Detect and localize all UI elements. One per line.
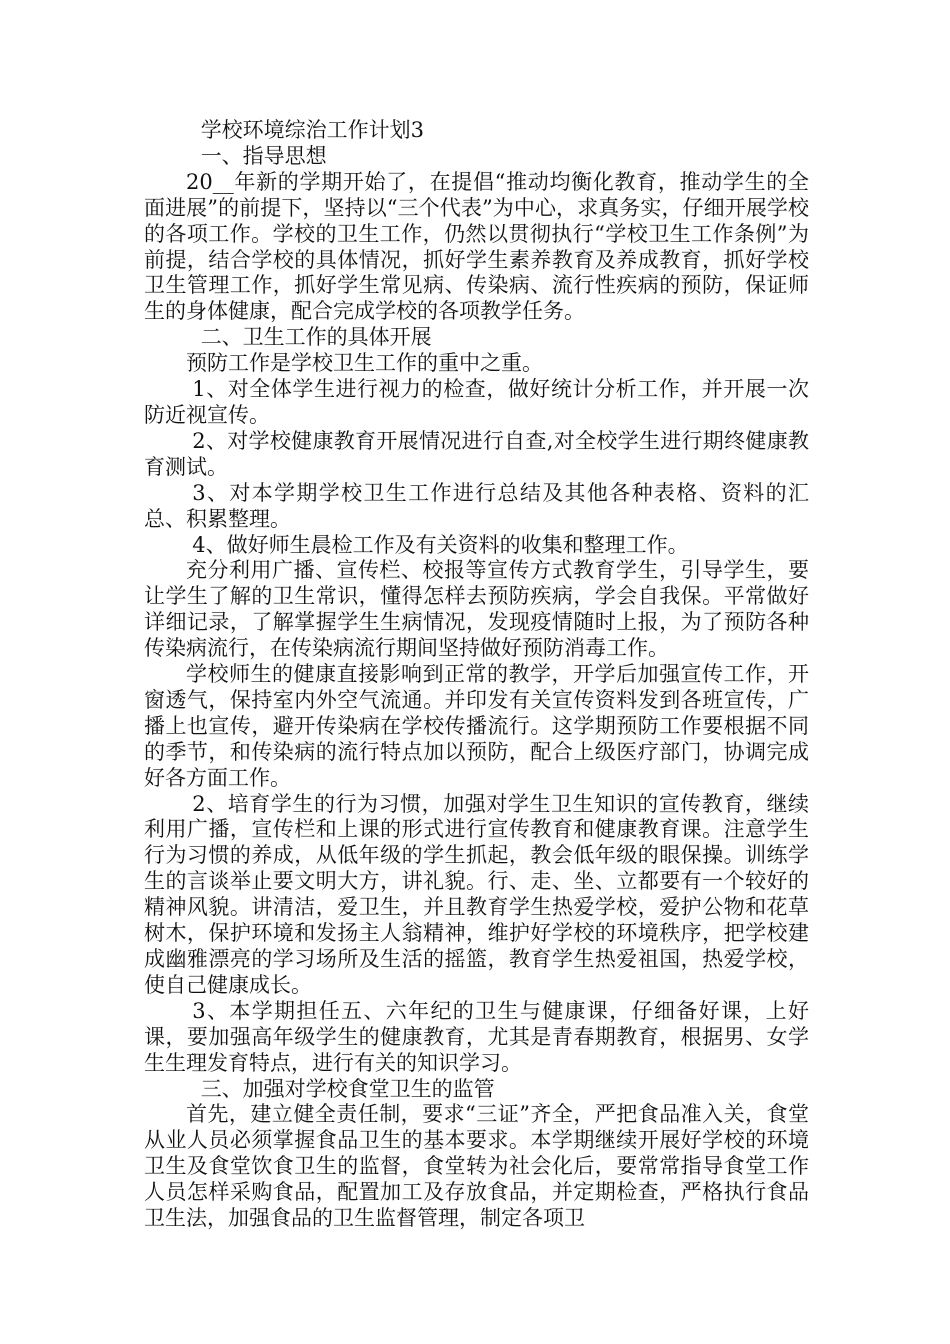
- list-item-3: 3、对本学期学校卫生工作进行总结及其他各种表格、资料的汇总、积累整理。: [144, 480, 809, 531]
- paragraph-prevention-intro: 预防工作是学校卫生工作的重中之重。: [186, 351, 543, 376]
- paragraph-guiding-thought: 20__年新的学期开始了，在提倡“推动均衡化教育，推动学生的全面进展”的前提下，坚持以“三个代表”为中心，求真务实，仔细开展学校的各项工作。学校的卫生工作，仍然以贯彻执行“学校卫生工作条例”为前提，结合学校的具体情况，抓好学生素养教育及养成教育，抓好学校卫生管理工作，抓好学生常见病、传染病、流行性疾病的预防，保证师生的身体健康，配合完成学校的各项教学任务。: [144, 169, 809, 324]
- list-item-1: 1、对全体学生进行视力的检查，做好统计分析工作，并开展一次防近视宣传。: [144, 377, 809, 427]
- document-page: [144, 118, 809, 1232]
- list-item-2: 2、对学校健康教育开展情况进行自查,对全校学生进行期终健康教育测试。: [144, 428, 809, 479]
- paragraph-health: 学校师生的健康直接影响到正常的教学，开学后加强宣传工作，开窗透气，保持室内外空气流通。并印发有关宣传资料发到各班宣传，广播上也宣传，避开传染病在学校传播流行。这学期预防工作要根据不同的季节，和传染病的流行特点加以预防，配合上级医疗部门，协调完成好各方面工作。: [144, 662, 809, 790]
- paragraph-canteen: 首先，建立健全责任制，要求“三证”齐全，严把食品准入关，食堂从业人员必须掌握食品卫生的基本要求。本学期继续开展好学校的环境卫生及食堂饮食卫生的监督，食堂转为社会化后，要常常指导食堂工作人员怎样采购食品，配置加工及存放食品，并定期检查，严格执行食品卫生法，加强食品的卫生监督管理，制定各项卫: [144, 1102, 809, 1231]
- document-title: 学校环境综治工作计划3: [200, 118, 425, 142]
- list-item-4: 4、做好师生晨检工作及有关资料的收集和整理工作。: [192, 532, 689, 557]
- section-heading-2: 二、卫生工作的具体开展: [200, 325, 432, 350]
- list-item-habits: 2、培育学生的行为习惯，加强对学生卫生知识的宣传教育，继续利用广播，宣传栏和上课的形式进行宣传教育和健康教育课。注意学生行为习惯的养成，从低年级的学生抓起，教会低年级的眼保操。训练学生的言谈举止要文明大方，讲礼貌。行、走、坐、立都要有一个较好的精神风貌。讲清洁，爱卫生，并且教育学生热爱学校，爱护公物和花草树木，保护环境和发扬主人翁精神，维护好学校的环境秩序，把学校建成幽雅漂亮的学习场所及生活的摇篮，教育学生热爱祖国，热爱学校，使自己健康成长。: [144, 791, 809, 997]
- paragraph-publicity: 充分利用广播、宣传栏、校报等宣传方式教育学生，引导学生，要让学生了解的卫生常识，懂得怎样去预防疾病，学会自我保。平常做好详细记录，了解掌握学生生病情况，发现疫情随时上报，为了预防各种传染病流行，在传染病流行期间坚持做好预防消毒工作。: [144, 558, 809, 661]
- section-heading-1: 一、指导思想: [200, 143, 327, 168]
- section-heading-3: 三、加强对学校食堂卫生的监管: [200, 1076, 495, 1101]
- list-item-health-class: 3、本学期担任五、六年纪的卫生与健康课，仔细备好课，上好课，要加强高年级学生的健康教育，尤其是青春期教育，根据男、女学生生理发育特点，进行有关的知识学习。: [144, 998, 809, 1075]
